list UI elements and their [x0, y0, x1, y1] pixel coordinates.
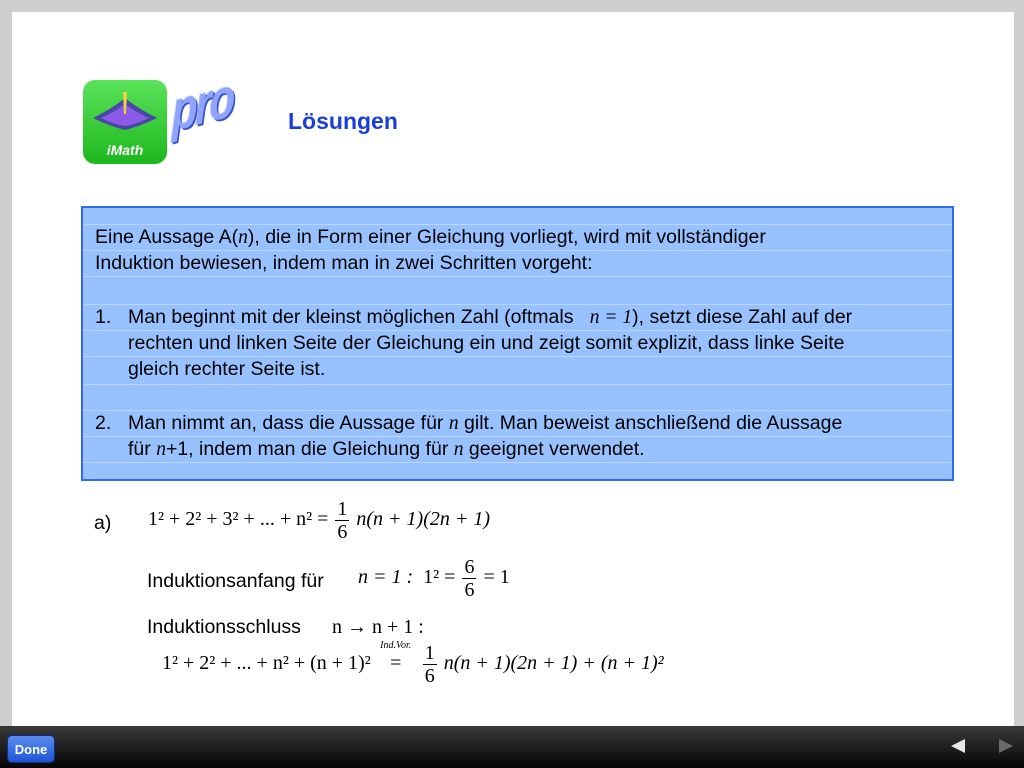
imath-logo: [83, 80, 167, 164]
step-2-number: 2.: [95, 412, 112, 434]
step-1-line-1: Man beginnt mit der kleinst möglichen Zahl (oftmals n = 1), setzt diese Zahl auf der: [128, 306, 853, 328]
info-box: [81, 206, 954, 481]
induction-base-formula: n = 1 : 1² = $\frac{6}{6}$ = 1: [358, 556, 510, 601]
page-title: Lösungen: [288, 108, 398, 134]
logo-label: iMath: [106, 142, 144, 158]
induction-step-formula: 1² + 2² + ... + n² + (n + 1)² Ind.Vor. = $\frac{1}{6}$ n(n + 1)(2n + 1) + (n + 1)²: [162, 640, 664, 687]
step-1-number: 1.: [95, 306, 112, 328]
logo-pro-text: pro: [172, 64, 233, 143]
intro-line-1: Eine Aussage A(n), die in Form einer Gleichung vorliegt, wird mit vollständiger: [95, 226, 766, 248]
step-2-line-2: für n+1, indem man die Gleichung für n geeignet verwendet.: [128, 438, 645, 460]
bottom-toolbar: [0, 726, 1024, 768]
induction-step-math: n → n + 1 :: [332, 616, 424, 638]
document-page: [12, 12, 1014, 726]
induction-base-label: Induktionsanfang für: [147, 570, 324, 592]
part-a-label: a): [94, 512, 112, 534]
step-2-line-1: Man nimmt an, dass die Aussage für n gilt. Man beweist anschließend die Aussage: [128, 412, 843, 434]
step-1-line-3: gleich rechter Seite ist.: [128, 358, 326, 380]
triangle-left-icon[interactable]: [948, 736, 968, 756]
step-1-line-2: rechten und linken Seite der Gleichung ein und zeigt somit explizit, dass linke Seite: [128, 332, 845, 354]
triangle-right-icon[interactable]: [996, 736, 1016, 756]
intro-line-2: Induktion bewiesen, indem man in zwei Schritten vorgeht:: [95, 252, 593, 274]
induction-step-label: Induktionsschluss: [147, 616, 301, 638]
part-a-formula: 1² + 2² + 3² + ... + n² = $\frac{1}{6}$ n(n + 1)(2n + 1): [148, 498, 491, 543]
done-button[interactable]: Done: [7, 735, 55, 763]
